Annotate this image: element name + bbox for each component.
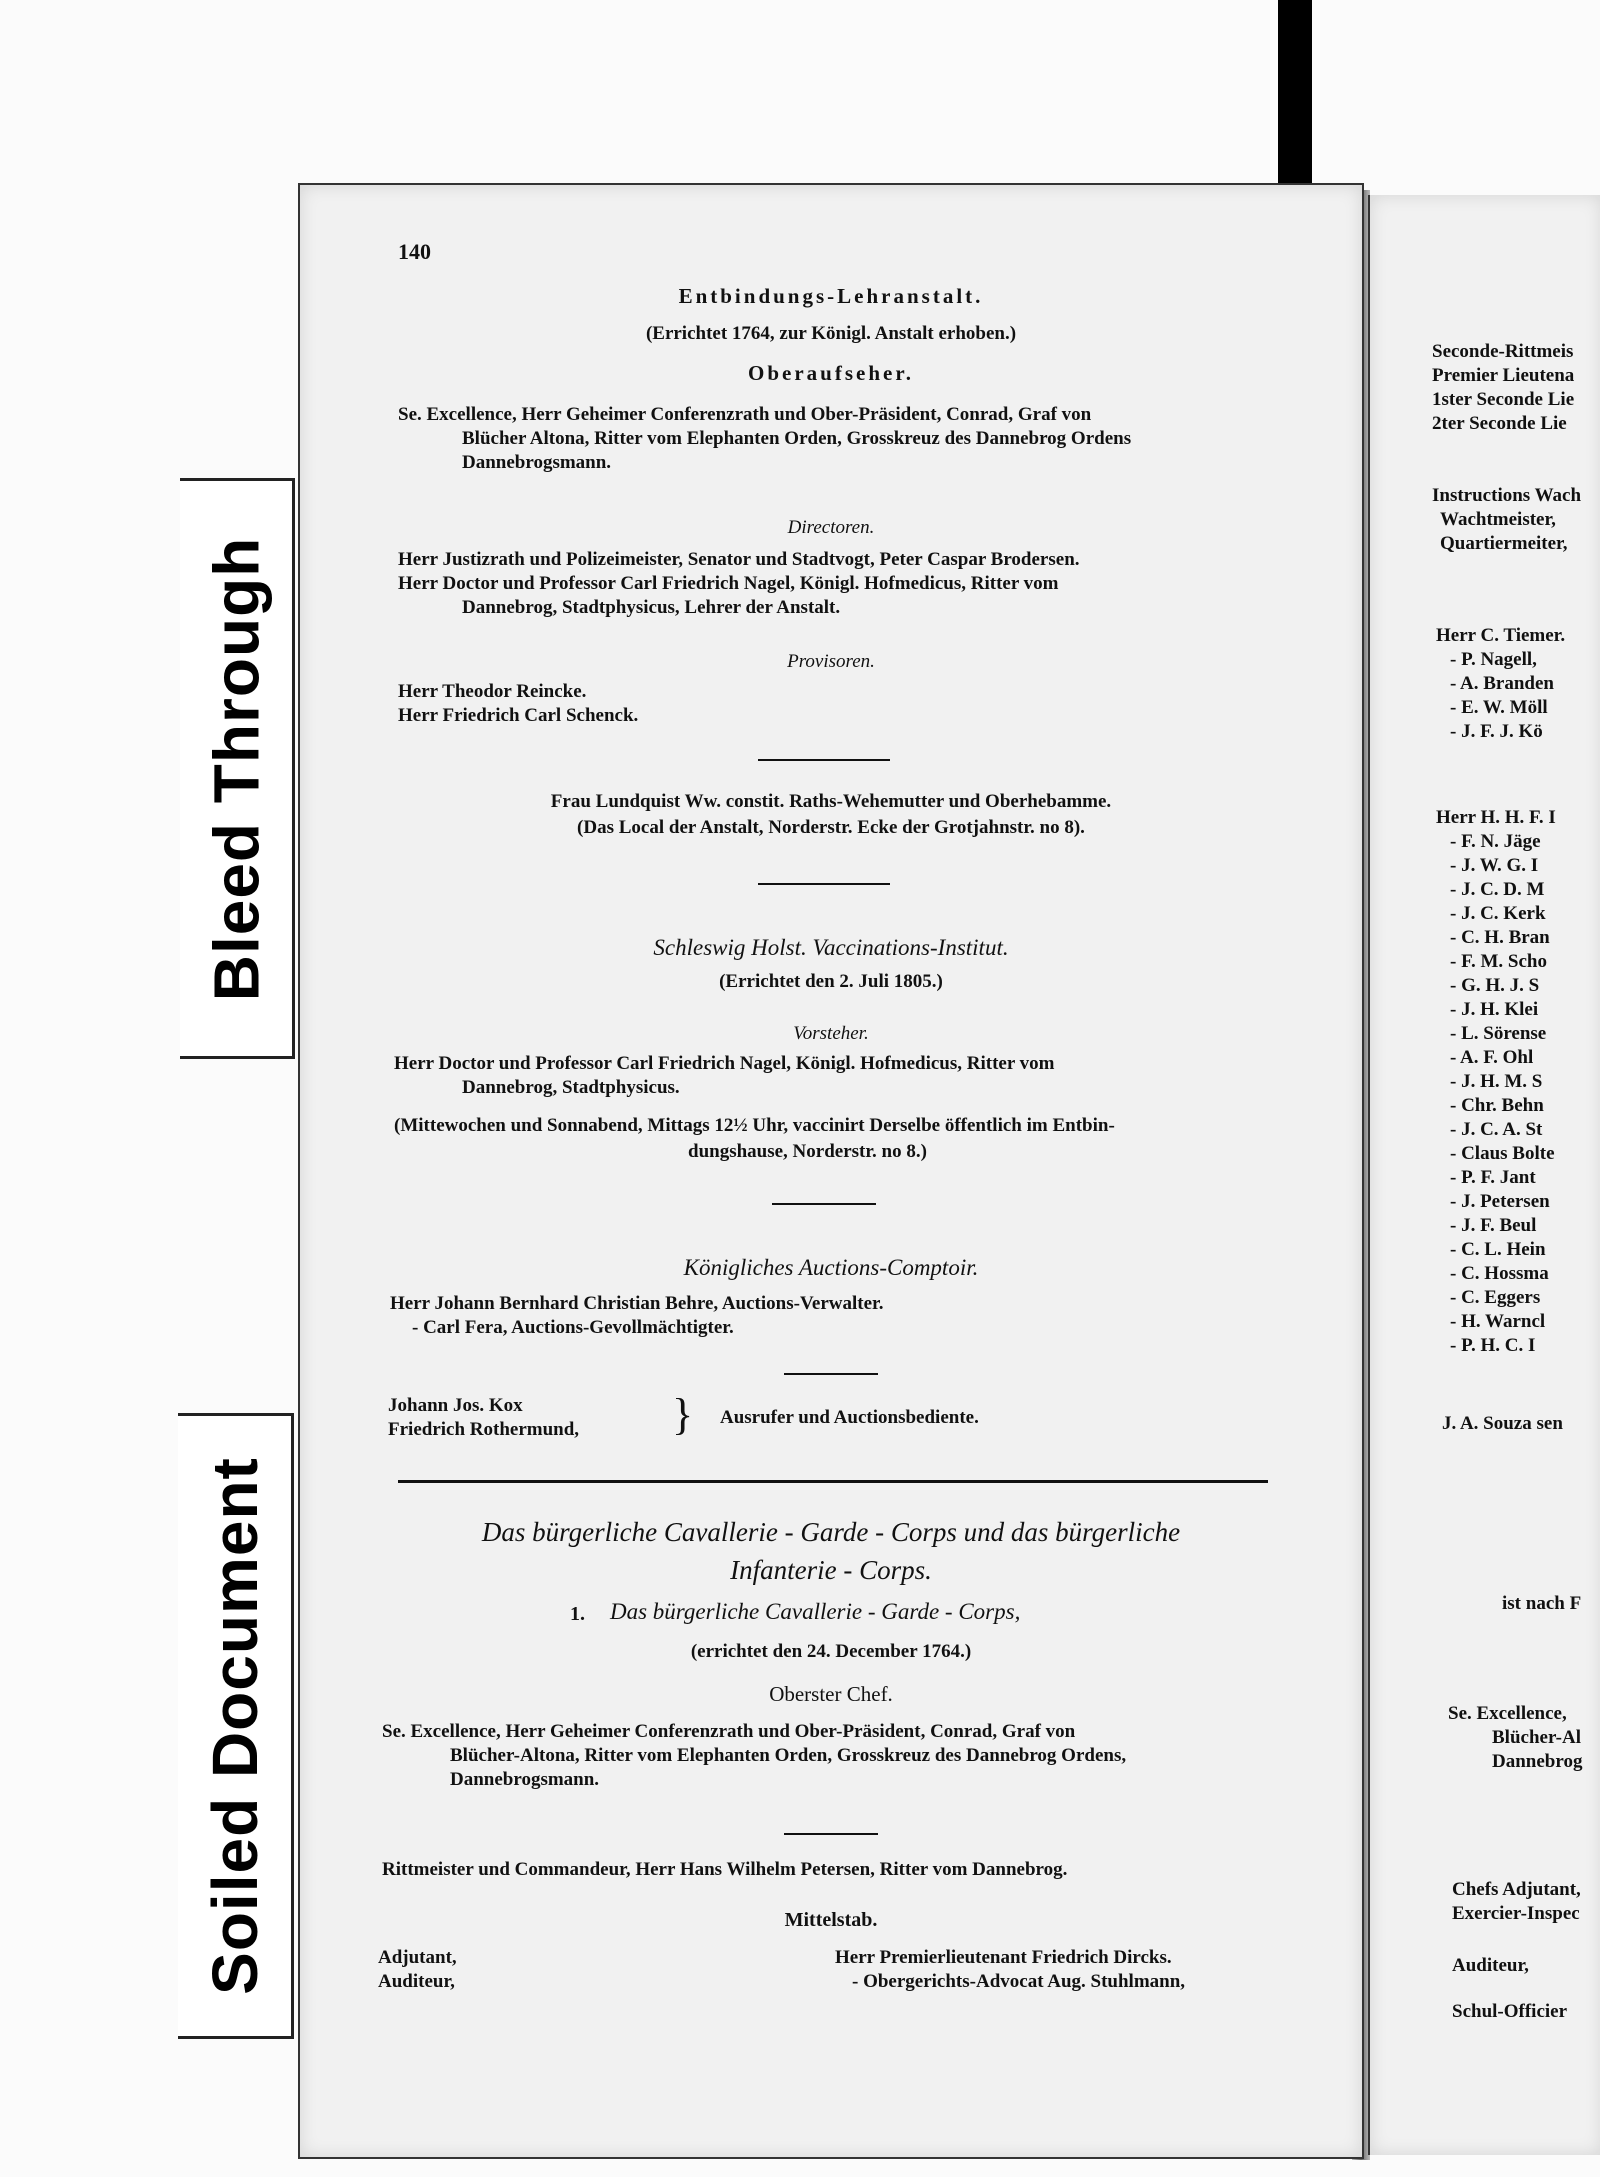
right-line: Herr H. H. F. I: [1436, 807, 1556, 828]
right-line: 2ter Seconde Lie: [1432, 413, 1567, 434]
provisoren-line: Herr Friedrich Carl Schenck.: [398, 705, 639, 726]
right-line: - J. H. M. S: [1450, 1071, 1543, 1092]
right-line: - J. Petersen: [1450, 1191, 1550, 1212]
soiled-document-tab: [178, 1413, 294, 2039]
vaccination-note-line: (Mittewochen und Sonnabend, Mittags 12½ Uhr, vaccinirt Derselbe öffentlich im Entbin-: [394, 1115, 1115, 1136]
right-line: - F. N. Jäge: [1450, 831, 1541, 852]
right-line: Wachtmeister,: [1440, 509, 1556, 530]
right-line: - Chr. Behn: [1450, 1095, 1544, 1116]
corps-section-title: Das bürgerliche Cavallerie - Garde - Corps,: [610, 1599, 1021, 1624]
right-line: - G. H. J. S: [1450, 975, 1540, 996]
right-line: - P. H. C. I: [1450, 1335, 1536, 1356]
wehemutter-line: Frau Lundquist Ww. constit. Raths-Wehemutter und Oberhebamme.: [550, 791, 1112, 812]
oberaufseher-line: Blücher Altona, Ritter vom Elephanten Orden, Grosskreuz des Dannebrog Ordens: [462, 428, 1132, 449]
vaccination-note-line: dungshause, Norderstr. no 8.): [688, 1141, 927, 1162]
right-line: Herr C. Tiemer.: [1436, 625, 1566, 646]
right-line: Dannebrog: [1492, 1751, 1583, 1772]
right-line: - J. W. G. I: [1450, 855, 1539, 876]
separator-rule: [758, 883, 890, 885]
staff-name: Herr Premierlieutenant Friedrich Dircks.: [835, 1947, 1172, 1968]
provisoren-heading: Provisoren.: [787, 651, 875, 672]
chef-line: Se. Excellence, Herr Geheimer Conferenzrath und Ober-Präsident, Conrad, Graf von: [382, 1721, 1076, 1742]
staff-role: Adjutant,: [378, 1947, 457, 1968]
major-separator-rule: [398, 1480, 1268, 1483]
directoren-line: Herr Doctor und Professor Carl Friedrich Nagel, Königl. Hofmedicus, Ritter vom: [398, 573, 1059, 594]
right-line: Chefs Adjutant,: [1452, 1879, 1581, 1900]
corps-section-subtitle: (errichtet den 24. December 1764.): [690, 1641, 972, 1662]
chef-line: Dannebrogsmann.: [450, 1769, 600, 1790]
right-line: - C. Eggers: [1450, 1287, 1541, 1308]
separator-rule: [784, 1373, 878, 1375]
right-line: Premier Lieutena: [1432, 365, 1575, 386]
right-line: - J. C. D. M: [1450, 879, 1545, 900]
staff-role: Auditeur,: [378, 1971, 455, 1992]
right-line: - Claus Bolte: [1450, 1143, 1555, 1164]
right-line: - J. C. Kerk: [1450, 903, 1546, 924]
rittmeister-line: Rittmeister und Commandeur, Herr Hans Wilhelm Petersen, Ritter vom Dannebrog.: [382, 1859, 1068, 1880]
provisoren-line: Herr Theodor Reincke.: [398, 681, 587, 702]
right-line: J. A. Souza sen: [1442, 1413, 1563, 1434]
left-page: [298, 183, 1364, 2159]
right-line: - J. H. Klei: [1450, 999, 1539, 1020]
auction-line: - Carl Fera, Auctions-Gevollmächtigter.: [412, 1317, 734, 1338]
mittelstab-heading: Mittelstab.: [784, 1909, 878, 1931]
auction-name: Johann Jos. Kox: [388, 1395, 523, 1416]
right-line: - A. F. Ohl: [1450, 1047, 1534, 1068]
right-line: - C. Hossma: [1450, 1263, 1549, 1284]
page-number: 140: [398, 239, 431, 264]
separator-rule: [772, 1203, 876, 1205]
section-title-vaccination: Schleswig Holst. Vaccinations-Institut.: [653, 935, 1009, 960]
soiled-document-label: Soiled Document: [198, 1457, 271, 1995]
right-line: Exercier-Inspec: [1452, 1903, 1580, 1924]
oberster-chef-heading: Oberster Chef.: [769, 1682, 893, 1706]
right-line: - C. H. Bran: [1450, 927, 1550, 948]
staff-name: - Obergerichts-Advocat Aug. Stuhlmann,: [852, 1971, 1186, 1992]
oberaufseher-heading: Oberaufseher.: [748, 361, 914, 385]
right-line: - P. F. Jant: [1450, 1167, 1536, 1188]
right-line: ist nach F: [1502, 1593, 1582, 1614]
right-line: - E. W. Möll: [1450, 697, 1548, 718]
right-line: - A. Branden: [1450, 673, 1554, 694]
vorsteher-line: Herr Doctor und Professor Carl Friedrich Nagel, Königl. Hofmedicus, Ritter vom: [394, 1053, 1055, 1074]
brace-glyph: }: [672, 1390, 694, 1439]
section-subtitle-vaccination: (Errichtet den 2. Juli 1805.): [719, 971, 943, 992]
section-title-auction: Königliches Auctions-Comptoir.: [683, 1255, 979, 1280]
right-line: - F. M. Scho: [1450, 951, 1547, 972]
directoren-line: Herr Justizrath und Polizeimeister, Senator und Stadtvogt, Peter Caspar Brodersen.: [398, 549, 1080, 570]
anstalt-location-line: (Das Local der Anstalt, Norderstr. Ecke der Grotjahnstr. no 8).: [577, 817, 1085, 838]
oberaufseher-line: Dannebrogsmann.: [462, 452, 612, 473]
auction-line: Herr Johann Bernhard Christian Behre, Auctions-Verwalter.: [390, 1293, 884, 1314]
right-page: [1368, 195, 1600, 2155]
auction-name: Friedrich Rothermund,: [388, 1419, 580, 1440]
right-line: Schul-Officier: [1452, 2001, 1568, 2022]
vorsteher-heading: Vorsteher.: [793, 1023, 869, 1044]
separator-rule: [758, 759, 890, 761]
oberaufseher-line: Se. Excellence, Herr Geheimer Conferenzrath und Ober-Präsident, Conrad, Graf von: [398, 404, 1092, 425]
right-line: - C. L. Hein: [1450, 1239, 1546, 1260]
chef-line: Blücher-Altona, Ritter vom Elephanten Orden, Grosskreuz des Dannebrog Ordens,: [450, 1745, 1127, 1766]
corps-title-line: Infanterie - Corps.: [730, 1555, 932, 1585]
right-line: - J. F. Beul: [1450, 1215, 1537, 1236]
auction-role: Ausrufer und Auctionsbediente.: [720, 1407, 979, 1428]
bleed-through-label: Bleed Through: [200, 536, 272, 1001]
bleed-through-tab: [180, 478, 295, 1059]
right-line: Quartiermeiter,: [1440, 533, 1568, 554]
right-line: Seconde-Rittmeis: [1432, 341, 1574, 362]
corps-section-number: 1.: [570, 1603, 585, 1625]
directoren-heading: Directoren.: [787, 517, 875, 538]
corps-title-line: Das bürgerliche Cavallerie - Garde - Corps und das bürgerliche: [481, 1517, 1181, 1547]
right-line: - J. C. A. St: [1450, 1119, 1543, 1140]
right-line: - L. Sörense: [1450, 1023, 1547, 1044]
right-line: Blücher-Al: [1492, 1727, 1582, 1748]
right-line: Se. Excellence,: [1448, 1703, 1567, 1724]
right-line: 1ster Seconde Lie: [1432, 389, 1575, 410]
directoren-line: Dannebrog, Stadtphysicus, Lehrer der Anstalt.: [462, 597, 841, 618]
vorsteher-line: Dannebrog, Stadtphysicus.: [462, 1077, 680, 1098]
section-title-entbindung: Entbindungs-Lehranstalt.: [678, 284, 984, 308]
right-line: - J. F. J. Kö: [1450, 721, 1543, 742]
right-line: Instructions Wach: [1432, 485, 1582, 506]
right-line: - P. Nagell,: [1450, 649, 1537, 670]
right-line: - H. Warncl: [1450, 1311, 1546, 1332]
right-line: Auditeur,: [1452, 1955, 1529, 1976]
section-subtitle-entbindung: (Errichtet 1764, zur Königl. Anstalt erhoben.): [645, 323, 1017, 344]
separator-rule: [784, 1833, 878, 1835]
